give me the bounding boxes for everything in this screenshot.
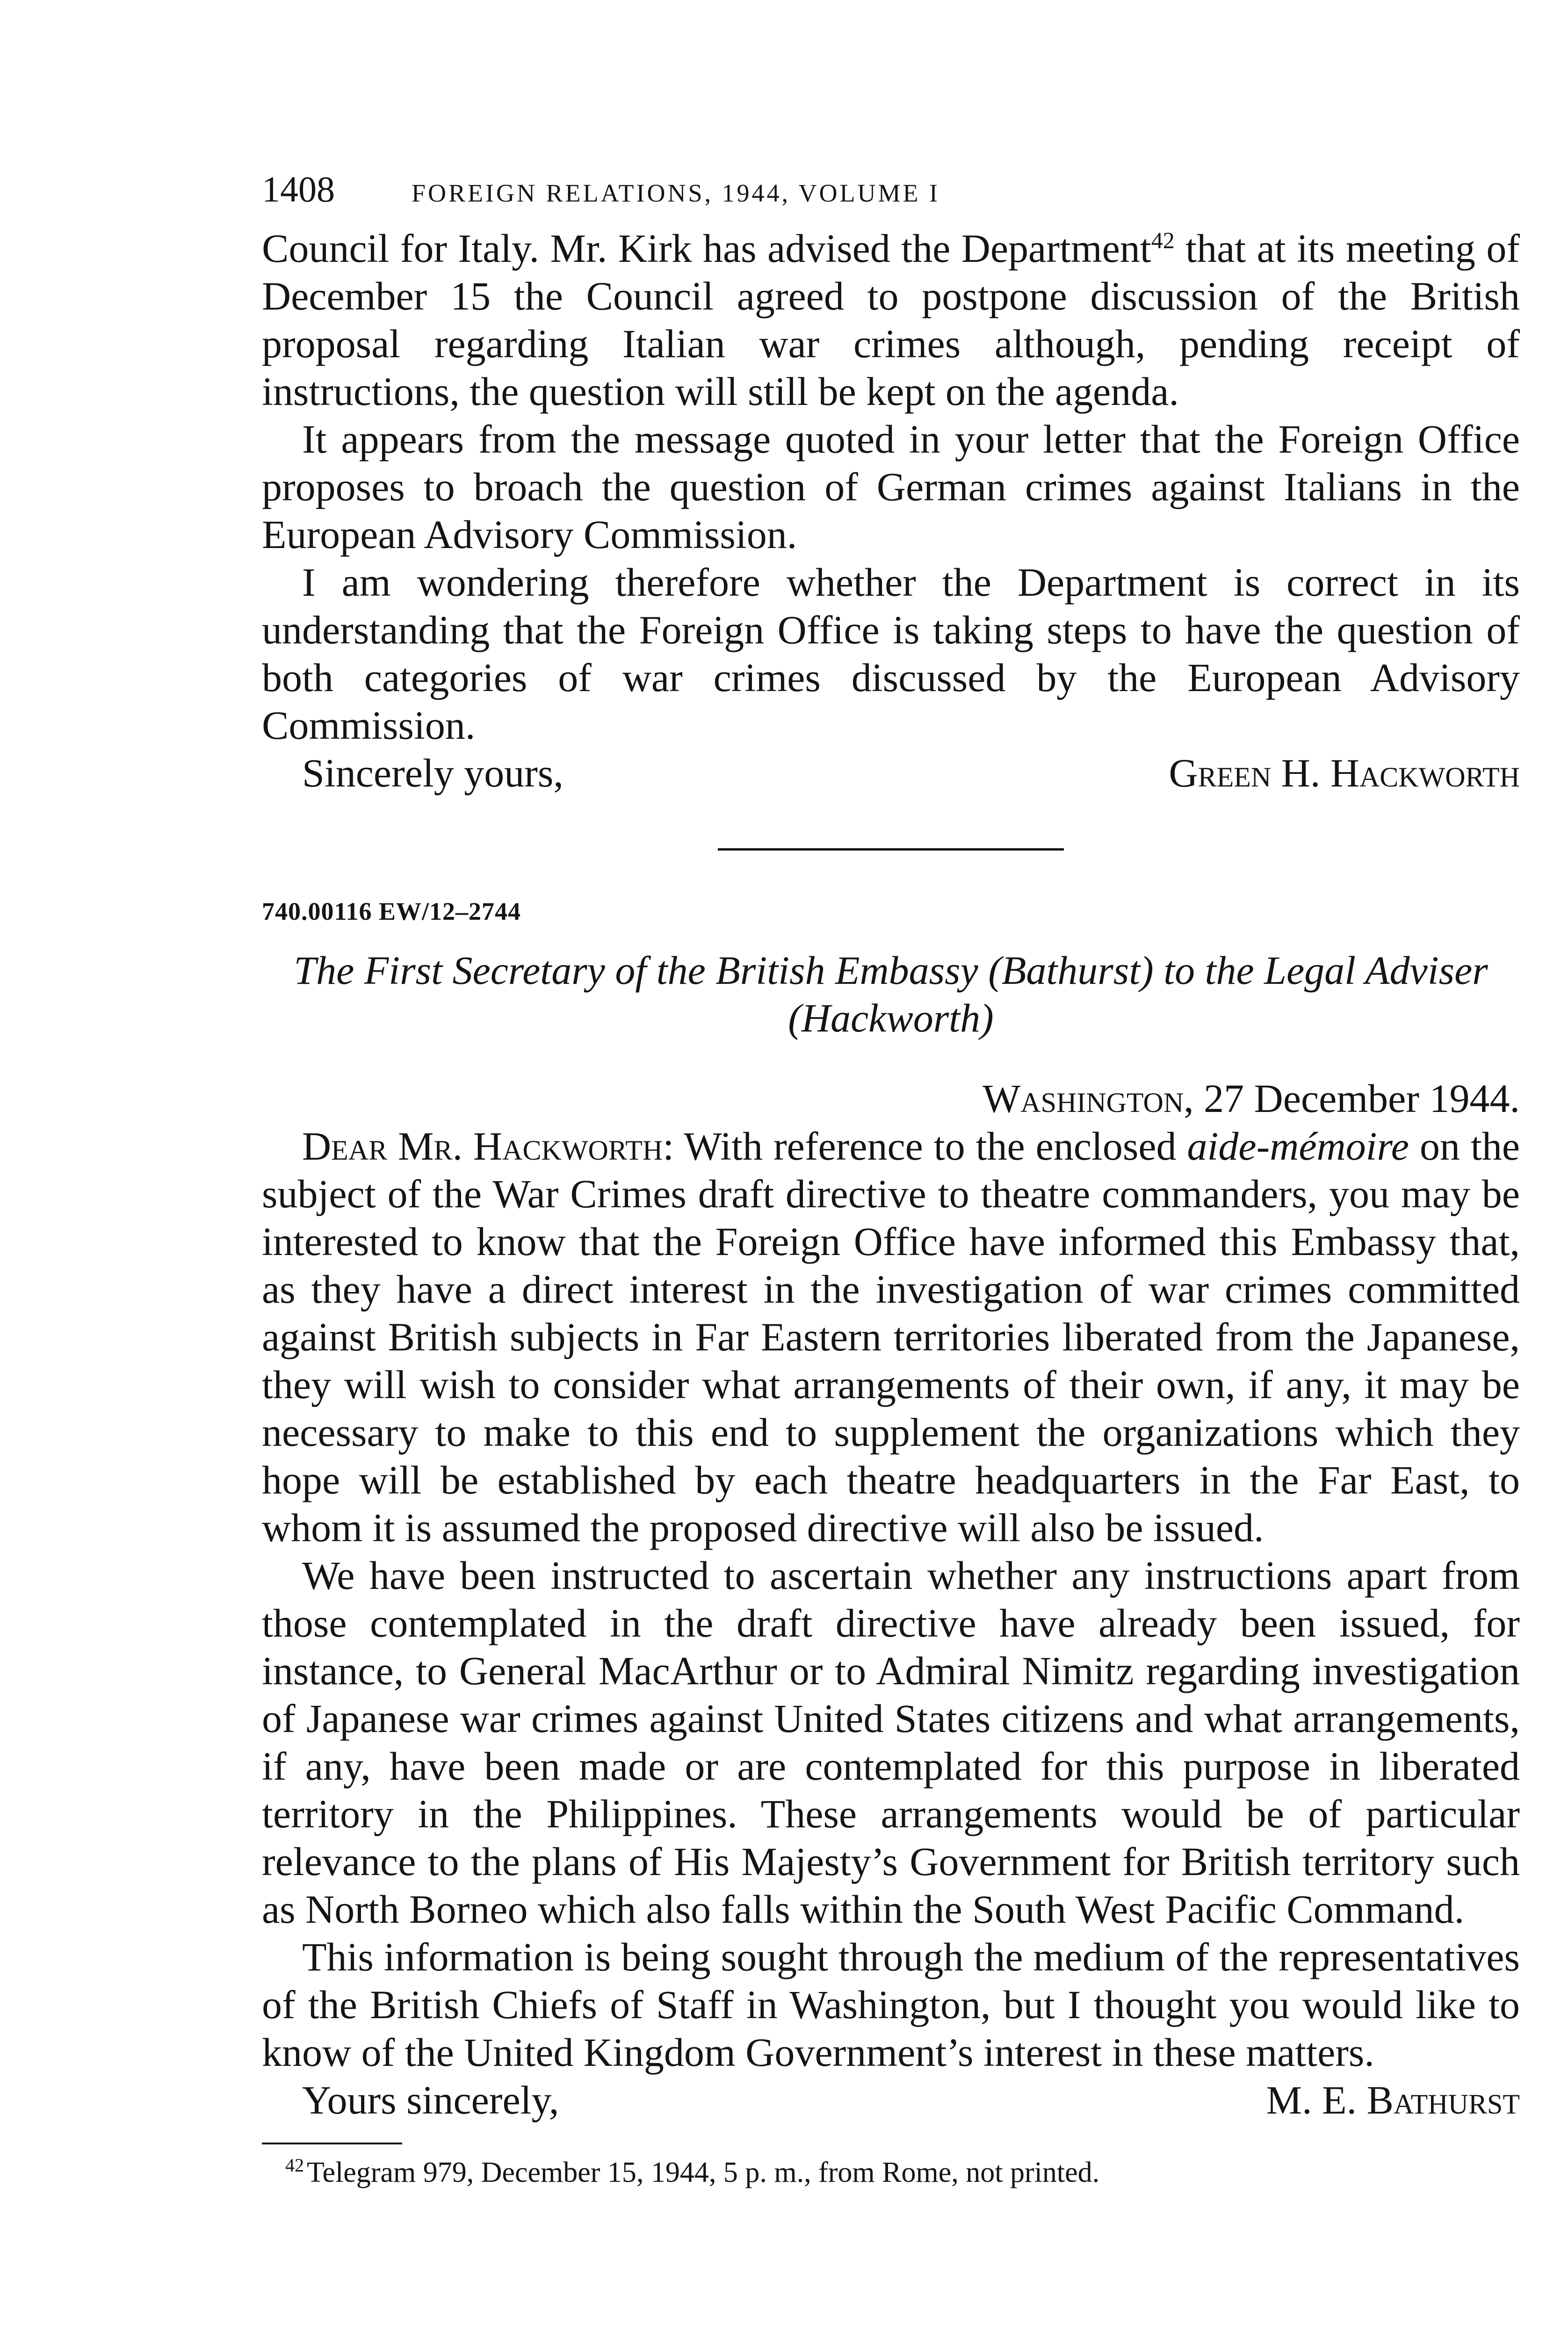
salutation: Dear Mr. Hackworth — [302, 1124, 663, 1169]
footnote-mark: 42 — [285, 2155, 304, 2176]
letter1-paragraph-1-text-a: Council for Italy. Mr. Kirk has advised the Department — [262, 226, 1151, 271]
footnote-text: Telegram 979, December 15, 1944, 5 p. m., from Rome, not printed. — [307, 2157, 1100, 2188]
dateline-date: , 27 December 1944. — [1184, 1076, 1520, 1121]
letter1-signature-block — [262, 749, 1520, 797]
letter2-signature-block — [262, 2076, 1520, 2124]
document-heading: The First Secretary of the British Embassy (Bathurst) to the Legal Adviser (Hackworth) — [294, 948, 1488, 1040]
letter2-paragraph-1 — [262, 1122, 1520, 1551]
letter2-paragraph-3: This information is being sought through the medium of the representatives of the British Chiefs of Staff in Washington, but I thought you would like to know of the United Kingdom Government’s interest in these matters. — [262, 1934, 1520, 2075]
footnote-divider — [262, 2143, 402, 2144]
letter2-signature: M. E. Bathurst — [1266, 2078, 1520, 2122]
document-page — [262, 168, 1520, 2191]
footnote-reference-42: 42 — [1151, 227, 1175, 253]
footnote — [262, 2154, 1520, 2191]
letter-hackworth — [262, 224, 1520, 797]
file-number: 740.00116 EW/12–2744 — [262, 897, 521, 925]
letter1-paragraph-3: I am wondering therefore whether the Department is correct in its understanding that the Foreign Office is taking steps to have the question of both categories of war crimes discussed by the European Advisory Commission. — [262, 560, 1520, 748]
running-header — [262, 168, 1520, 220]
letter1-signature: Green H. Hackworth — [1169, 750, 1520, 795]
letter-bathurst — [262, 895, 1520, 2124]
letter2-paragraph-1-text-b: on the subject of the War Crimes draft directive to theatre commanders, you may be interested to know that the Foreign Office have informed this Embassy that, as they have a direct interest in the investigation of war crimes committed against British subjects in Far Eastern territories liberated from the Japanese, they will wish to consider what arrangements of their own, if any, it may be necessary to make to this end to supplement the organizations which they hope will be established by each theatre headquarters in the Far East, to whom it is assumed the proposed directive will also be issued. — [262, 1124, 1520, 1550]
section-divider — [718, 848, 1064, 851]
running-title: FOREIGN RELATIONS, 1944, VOLUME I — [412, 179, 940, 207]
letter1-closing: Sincerely yours, — [302, 750, 564, 795]
letter2-italic-term: aide-mémoire — [1187, 1124, 1409, 1169]
page-number: 1408 — [262, 169, 335, 209]
dateline — [262, 1075, 1520, 1122]
letter2-closing: Yours sincerely, — [302, 2078, 559, 2122]
letter1-paragraph-2: It appears from the message quoted in your letter that the Foreign Office proposes to broach the question of German crimes against Italians in the European Advisory Commission. — [262, 417, 1520, 557]
letter2-paragraph-2: We have been instructed to ascertain whether any instructions apart from those contemplated in the draft directive have already been issued, for instance, to General MacArthur or to Admiral Nimitz regarding investigation of Japanese war crimes against United States citizens and what arrangements, if any, have been made or are contemplated for this purpose in liberated territory in the Philippines. These arrangements would be of particular relevance to the plans of His Majesty’s Government for British territory such as North Borneo which also falls within the South West Pacific Command. — [262, 1553, 1520, 1932]
letter2-paragraph-1-text-a: : With reference to the enclosed — [663, 1124, 1187, 1169]
letter1-paragraph-1 — [262, 224, 1520, 415]
letter1-paragraph-1-text-b: that at its meeting of December 15 the Council agreed to postpone discussion of the British proposal regarding Italian war crimes although, pending receipt of instructions, the question will still be kept on the agenda. — [262, 226, 1520, 414]
dateline-place: Washington — [983, 1076, 1184, 1121]
